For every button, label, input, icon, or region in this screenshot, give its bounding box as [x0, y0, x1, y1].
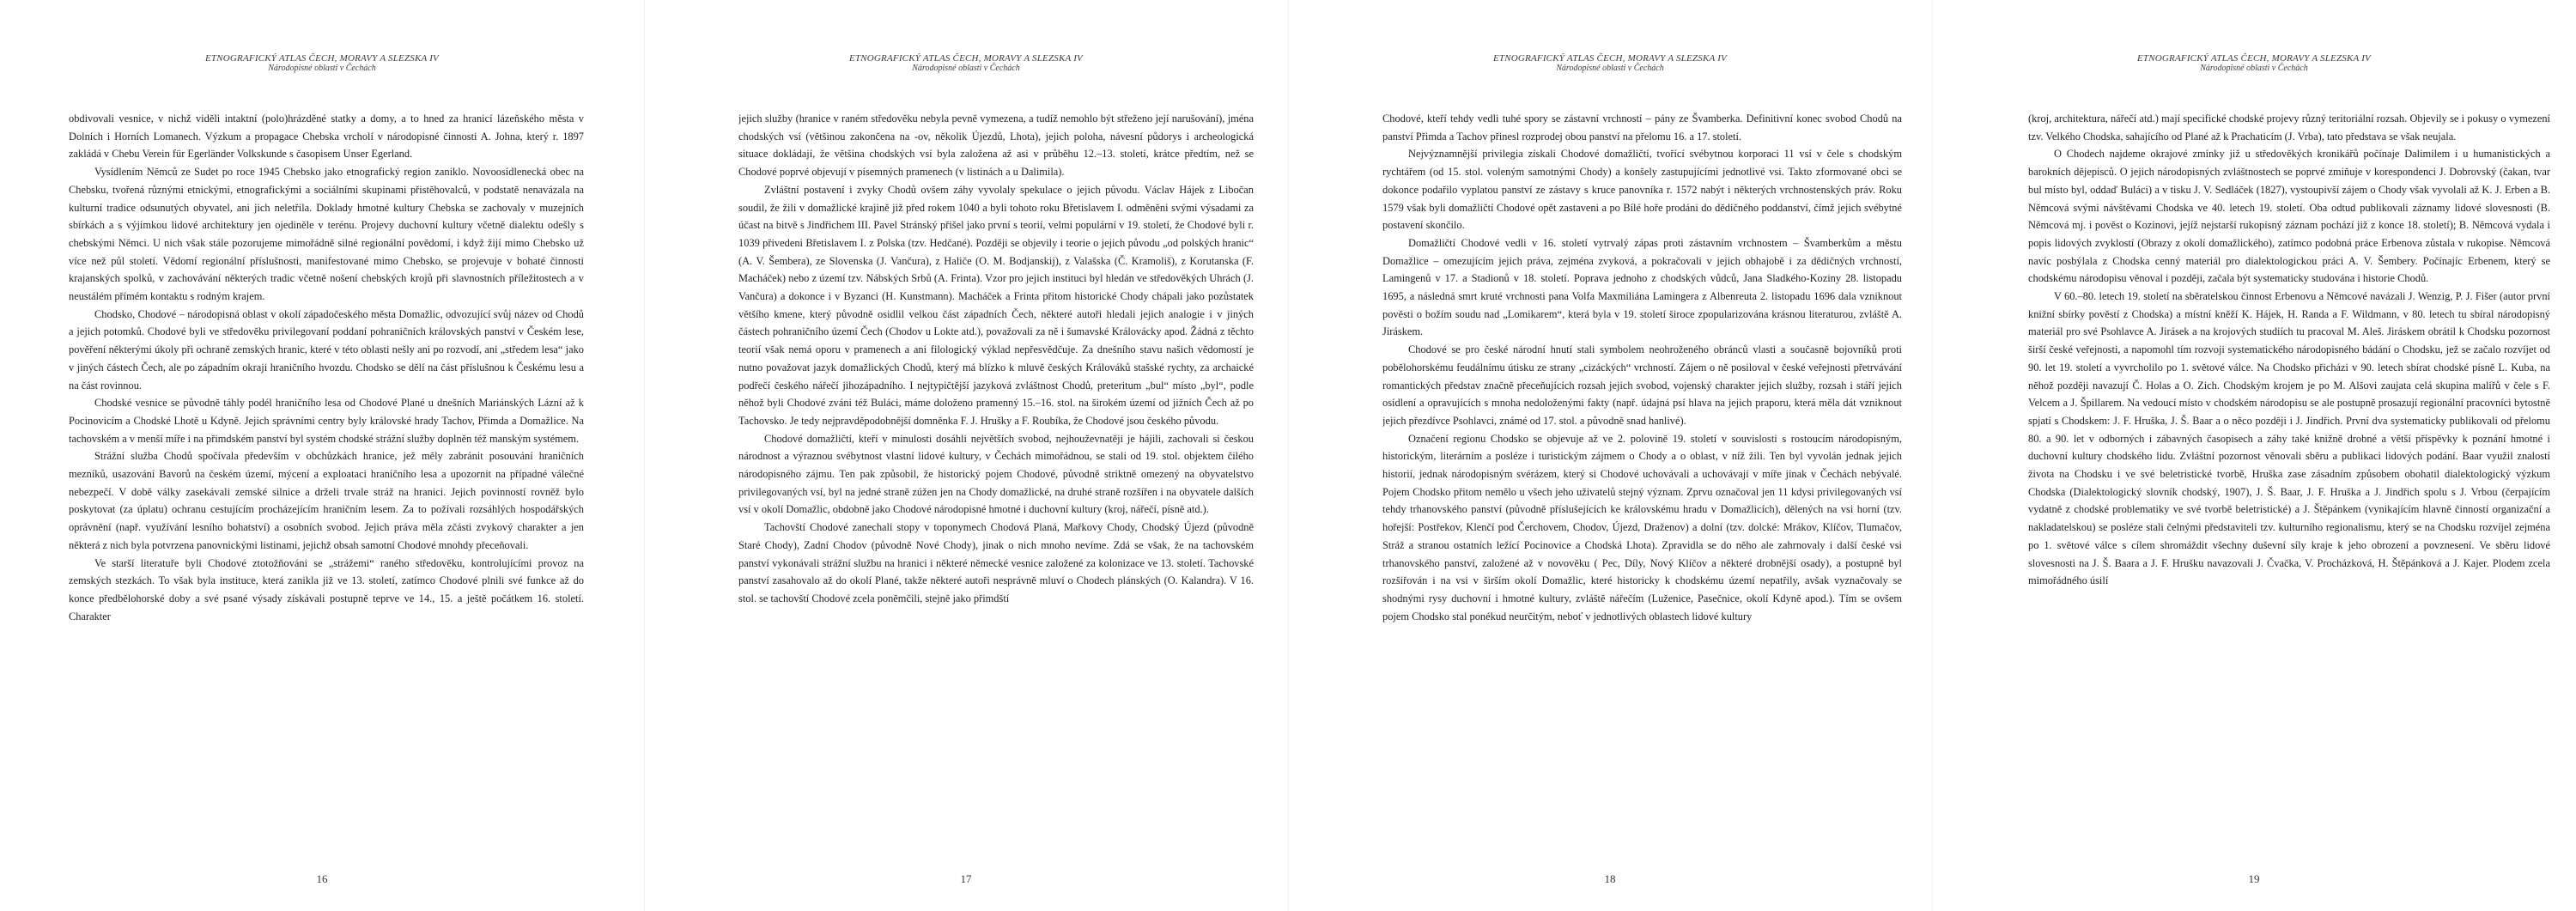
header-subtitle: Národopisné oblasti v Čechách — [1556, 64, 1664, 73]
paragraph: Chodové domažličtí, kteří v minulosti dosáhli největších svobod, nejhouževnatěji je hájili, zachovali si českou národnost a výraznou svébytnost vlastní lidové kultury, v Čechách mimořádnou, se stali od 19. stol. objektem čilého národopisného zájmu. Ten pak způsobil, že historický pojem Chodové, původně striktně omezený na obyvatelstvo privilegovaných vsí, byl na jedné straně zúžen jen na Chody domažlické, na druhé straně rozšířen i na obyvatele dalších vsí v okolí Domažlic, obdobně jako Chodové národopisné hmotné i duchovní kultury (kroj, nářečí, písně atd.). — [738, 432, 1254, 516]
page-19 — [1932, 0, 2576, 911]
paragraph: Chodové se pro české národní hnutí stali symbolem neohroženého obránců vlasti a současně bojovníků proti pobělohorskému feudálnímu útisku ze strany „cizáckých“ vrchností. Zájem o ně posiloval v české veřejnosti přetrvávání romantických představ značně přeceňujících rozsah jejich svobod, vojenský charakter jejich služby, rozsah i stáří jejich osídlení a opravujících s mnoha nedoloženými fakty (např. údajná psí hlava na jejich praporu, která měla dát vzniknout jejich přezdívce Psohlavci, známé od 17. stol. a původně snad hanlivé). — [1382, 343, 1902, 427]
header-subtitle: Národopisné oblasti v Čechách — [268, 64, 376, 73]
page-number: 19 — [2248, 872, 2260, 885]
header-title: ETNOGRAFICKÝ ATLAS ČECH, MORAVY A SLEZSKA IV — [205, 53, 439, 64]
page-body — [69, 110, 584, 844]
running-header — [1932, 53, 2576, 74]
page-body — [1382, 110, 1902, 844]
page-number: 16 — [316, 872, 328, 885]
running-header — [1288, 53, 1932, 74]
paragraph: Ve starší literatuře byli Chodové ztotožňováni se „strážemi“ raného středověku, kontrolujícími provoz na zemských stezkách. To však byla instituce, která zanikla již ve 13. století, zatímco Chodové plnili své funkce až do konce předbělohorské doby a své psané výsady získávali postupně teprve ve 14., 15. a ještě počátkem 16. století. Charakter — [69, 556, 584, 623]
page-body — [2028, 110, 2550, 844]
page-16 — [0, 0, 644, 911]
header-subtitle: Národopisné oblasti v Čechách — [912, 64, 1020, 73]
paragraph: jejich služby (hranice v raném středověku nebyla pevně vymezena, a tudíž nemohlo být střeženo její narušování), jména chodských vsí (většinou zakončena na -ov, několik Újezdů, Lhota), jejich poloha, návesní půdorys i archeologická situace dokládají, že většina chodských vsí byla založena až asi v průběhu 12.–13. století, krátce předtím, než se Chodové poprvé objevují v písemných pramenech (v listinách a u Dalimila). — [738, 112, 1254, 179]
paragraph: Chodové, kteří tehdy vedli tuhé spory se zástavní vrchností – pány ze Švamberka. Definitivní konec svobod Chodů na panství Přimda a Tachov přinesl rozprodej obou panství na přelomu 16. a 17. století. — [1382, 112, 1902, 143]
paragraph: Chodsko, Chodové – národopisná oblast v okolí západočeského města Domažlic, odvozující svůj název od Chodů a jejich potomků. Chodové byli ve středověku privilegovaní poddaní pohraničních královských panství v Českém lese, pověření některými úkoly při ochraně zemských hranic, které v této oblasti nešly ani po rozvodí, ani „středem lesa“ jako v jiných částech Čech, ale po západním okraji hraničního hvozdu. Chodsko se dělí na část příslušnou k Českému lesu a na část rovinnou. — [69, 307, 584, 392]
paragraph: (kroj, architektura, nářečí atd.) mají specifické chodské projevy různý teritoriální rozsah. Objevily se i pokusy o vymezení tzv. Velkého Chodska, sahajícího od Plané až k Prachaticím (J. Vrba), tato představa se však neujala. — [2028, 112, 2550, 143]
paragraph: Strážní služba Chodů spočívala především v obchůzkách hranice, jež měly zabránit posouvání hraničních mezníků, usazování Bavorů na českém území, mýcení a exploataci hraničního lesa a upozornit na případné válečné nebezpečí. V době války zasekávali zemské silnice a drželi trvale stráž na hranici. Jejich povinností rovněž bylo poskytovat (za úplatu) ochranu cestujícím procházejícím hraničním lesem. Za to požívali rozsáhlých hospodářských oprávnění (např. využívání lesního bohatství) a osobních svobod. Jejich práva měla zčásti zvykový charakter a jen některá z nich byla potvrzena panovnickými listinami, jejichž obsah samotní Chodové mnohdy přeceňovali. — [69, 450, 584, 551]
page-17 — [644, 0, 1288, 911]
paragraph: O Chodech najdeme okrajové zmínky již u středověkých kronikářů počínaje Dalimilem i u humanistických a barokních dějepisců. O jejich národopisných zvláštnostech se poprvé zmiňuje v korespondenci J. Dobrovský (čakan, tvar bul místo byl, oddaď Buláci) a v tisku J. V. Sedláček (1827), vystoupivší zájem o Chody však vyvolali až K. J. Erben a B. Němcová svými návštěvami Chodska ve 40. letech 19. století. Oba odtud publikovali záznamy lidové slovesnosti (B. Němcová mj. i pověst o Kozinovi, jejíž nejstarší rukopisný záznam pochází již z konce 18. století); B. Němcová vydala i popis lidových zvyklostí (Obrazy z okolí domažlického), zatímco podobná práce Erbenova zůstala v rukopise. Němcová navíc posbýlala z Chodska cenný materiál pro dialektologickou práci A. V. Šembery. Počínajíc Erbenem, který se chodskému národopisu věnoval i později, začala být systematicky studována i historie Chodů. — [2028, 148, 2550, 285]
header-title: ETNOGRAFICKÝ ATLAS ČECH, MORAVY A SLEZSKA IV — [2137, 53, 2371, 64]
paragraph: Tachovští Chodové zanechali stopy v toponymech Chodová Planá, Mařkovy Chody, Chodský Újezd (původně Staré Chody), Zadní Chodov (původně Nové Chody), jinak o nich mnoho nevíme. Zdá se však, že na tachovském panství vykonávali strážní službu na hranici i některé německé vesnice založené za kolonizace ve 13. století. Tachovské panství zasahovalo až do okolí Plané, takže některé autoři nesprávně mluví o Chodech plánských (O. Kalandra). V 16. stol. se tachovští Chodové zcela poněmčili, stejně jako přimdští — [738, 521, 1254, 604]
paragraph: V 60.–80. letech 19. století na sběratelskou činnost Erbenovu a Němcové navázali J. Wenzig, P. J. Fišer (autor první knižní sbírky pověstí z Chodska) a místní kněží K. Hájek, H. Randa a F. Wildmann, v 80. letech tu sbíral národopisný materiál pro své Psohlavce A. Jirásek a na krojových studiích tu pracoval M. Aleš. Jiráskem obrátil k Chodsku pozornost širší české veřejnosti, a napomohl tím rozvoji systematického národopisného bádání o Chodsku, jež se začalo rozvíjet od 90. let 19. století a vyvrcholilo po 1. světové válce. Na Chodsko přicházi v 90. letech sbírat chodské písně L. Kuba, na něhož později navazují Č. Holas a O. Zich. Chodským krojem je po M. Alšovi zaujata celá skupina malířů v čele s F. Velcem a J. Špillarem. Na vedoucí místo v chodském národopisu se ale postupně prosazují regionální pracovníci bytostně spjatí s Chodskem: J. F. Hruška, J. Š. Baar a o něco později i J. Jindřich. První dva systematicky publikovali od přelomu 80. a 90. let v odborných i zábavných časopisech a záhy také knižně drobné a větší příspěvky k poznání hmotné i duchovní kultury chodského lidu. Zvláštní pozornost věnovali sběru a publikaci lidových podání. Baar využil znalostí života na Chodsku i ve své beletristické tvorbě, Hruška zase zásadním způsobem obohatil dialektologický výzkum Chodska (Dialektologický slovník chodský, 1907), J. Š. Baar, J. F. Hruška a J. Jindřich spolu s J. Vrbou (čerpajícím vydatně z chodské problematiky ve své tvorbě beletristické) a J. Štěpánkem (vynikajícím hlavně činností organizační a nakladatelskou) se posléze stali čelnými představiteli tzv. kulturního regionalismu, který se na Chodsku rozvíjel zejména po 1. světové válce s cílem shromáždit všechny duševní síly kraje k jeho obrození a povznesení. Ve sběru lidové slovesnosti na J. Š. Baara a J. F. Hrušku navazovali J. Čvačka, V. Procházková, H. Štěpánková a J. Kajer. Plodem zcela mimořádného úsilí — [2028, 290, 2550, 587]
paragraph: obdivovali vesnice, v nichž viděli intaktní (polo)hrázděné statky a domy, a to hned za hranicí lázeňského města v Dolních i Horních Lomanech. Výzkum a propagace Chebska vrcholí v národopisné činnosti A. Johna, který r. 1897 zakládá v Chebu Verein für Egerländer Volkskunde s časopisem Unser Egerland. — [69, 112, 584, 161]
running-header — [644, 53, 1288, 74]
paragraph: Označení regionu Chodsko se objevuje až ve 2. polovině 19. století v souvislosti s rostoucím národopisným, historickým, literárním a posléze i turistickým zájmem o Chody a o oblast, v níž žili. Ten byl vyvolán jednak jejich historií, jednak národopisným svérázem, který si Chodové uchovávali a uchovávají v míře jinak v Čechách nebývalé. Pojem Chodsko přitom nemělo u všech jeho uživatelů stejný význam. Zprvu označoval jen 11 kdysi privilegovaných vsí tehdy trhanovského panství (původně příslušejících ke královskému hradu v Domažlicích), dělených na vsi horní (tzv. hořejší: Postřekov, Klenčí pod Čerchovem, Chodov, Újezd, Draženov) a dolní (tzv. dolcké: Mrákov, Klíčov, Tlumačov, Stráž a stranou ostatních ležící Pocinovice a Chodská Lhota). Zpravidla se do něho ale zahrnovaly i další české vsi trhanovského panství, založené až v novověku ( Pec, Díly, Nový Klíčov a některé drobnější osady), a postupně byl rozšiřován i na vsi v širším okolí Domažlic, které historicky k chodskému území nepatřily, avšak vyznačovaly se shodnými rysy duchovní i hmotné kultury, zvláště nářečím (Luženice, Pasečnice, okolí Kdyně apod.). Tím se ovšem pojem Chodsko stal ponékud neurčitým, neboť v jednotlivých oblastech lidové kultury — [1382, 432, 1902, 623]
header-title: ETNOGRAFICKÝ ATLAS ČECH, MORAVY A SLEZSKA IV — [849, 53, 1083, 64]
page-number: 18 — [1604, 872, 1616, 885]
paragraph: Zvláštní postavení i zvyky Chodů ovšem záhy vyvolaly spekulace o jejich původu. Václav Hájek z Libočan soudil, že žili v domažlické krajině již před rokem 1040 a byli tohoto roku Břetislavem I. odměněni svými výsadami za účast na bitvě s Jindřichem III. Pavel Stránský přišel jako první s teorií, velmi populární v 19. století, že Chodové byli r. 1039 přivedeni Břetislavem I. z Polska (tzv. Hedčané). Později se objevily i teorie o jejich původu „od polských hranic“ (A. V. Šembera), ze Slovenska (J. Vančura), z Haliče (O. M. Bodjanskij), z Valašska (Č. Kramoliš), z Korutanska (F. Macháček) nebo z území tzv. Nábských Srbů (A. Frinta). Vzor pro jejich instituci byl hledán ve středověkých Uhrách (J. Vančura) a dokonce i v Byzanci (H. Kunstmann). Macháček a Frinta přitom historické Chody chápali jako pozůstatek většího kmene, který původně osidlil velkou část západních Čech, některé autoři hledali jejich analogie i v jiných částech pohraničního území Čech (Chodov u Lokte atd.), považovali za ně i šumavské Královácky apod. Žádná z těchto teorií však nemá oporu v pramenech a ani filologický výklad nepřesvědčuje. Za dnešního stavu našich vědomostí je nutno považovat jazyk domažlických Chodů, který má blízko k mluvě českých Králováků stašské rychty, za archaické podřečí českého nářečí jihozápadního. I nejtypičtější jazyková zvláštnost Chodů, preteritum „bul“ místo „byl“, podle něhož byli Chodové zváni též Buláci, máme doloženo pramenný 15.–16. stol. na širokém území od jižních Čech až po Tachovsko. Je tedy nejpravděpodobnější domněnka F. J. Hrušky a F. Roubíka, že Chodové jsou českého původu. — [738, 183, 1254, 427]
page-divider — [1932, 0, 1933, 911]
header-subtitle: Národopisné oblasti v Čechách — [2200, 64, 2308, 73]
header-title: ETNOGRAFICKÝ ATLAS ČECH, MORAVY A SLEZSKA IV — [1493, 53, 1727, 64]
page-body — [738, 110, 1254, 844]
paragraph: Domažličtí Chodové vedli v 16. století vytrvalý zápas proti zástavním vrchnostem – Švamberkům a městu Domažlice – omezujícím jejich práva, zejména zvyková, a pokračovali v jejich obhajobě i za dědičných vrchností, Lamingenů v 17. a Stadionů v 18. století. Poprava jednoho z chodských vůdců, Jana Sladkého-Koziny 28. listopadu 1695, a následná smrt kruté vrchnosti pana Volfa Maxmiliána Lamingera z Albenreuta 2. listopadu 1696 dala vzniknout pověsti o božím soudu nad „Lomikarem“, která byla v 19. století široce zpopularizována krásnou literaturou, zvláště A. Jiráskem. — [1382, 236, 1902, 338]
page-18 — [1288, 0, 1932, 911]
paragraph: Vysídlením Němců ze Sudet po roce 1945 Chebsko jako etnografický region zaniklo. Novoosídlenecká obec na Chebsku, tvořená různými etnickými, etnografickými a sociálními skupinami přistěhovalců, v podstatě nenavázala na kulturní tradice odsunutých obyvatel, ani jich neletřila. Doklady hmotné kultury Chebska se zachovaly v muzejních sbírkách a s výjimkou lidové architektury jen ojediněle v terénu. Projevy duchovní kultury včetně dialektu odešly s chebskými Němci. U nich však stále pozorujeme mimořádně silné regionální povědomí, i když žijí mimo Chebsko už více než půl století. Vědomí regionální příslušnosti, manifestované mimo Chebsko, se projevuje v bohaté činnosti krajanských spolků, v zachovávání některých tradic včetně nošení chebských krojů při slavnostních příležitostech a v neustálém přímém kontaktu s rodným krajem. — [69, 166, 584, 303]
page-number: 17 — [960, 872, 972, 885]
page-divider — [644, 0, 645, 911]
page-divider — [1288, 0, 1289, 911]
running-header — [0, 53, 644, 74]
paragraph: Nejvýznamnější privilegia získali Chodové domažličtí, tvořící svébytnou korporaci 11 vsí v čele s chodským rychtářem (od 15. stol. voleným samotnými Chody) a konšely zastupujícími jednotlivé vsi. Takto zformované obci se dokonce podařilo vyplatou panství ze zástavy s kruce panovníka r. 1572 nabýt i některých vrchnostenských práv. Roku 1579 však byli domažličtí Chodové opět zastaveni a po Bílé hoře prodáni do dědičného poddanství, čímž jejich svébytné postavení skončilo. — [1382, 148, 1902, 232]
paragraph: Chodské vesnice se původně táhly podél hraničního lesa od Chodové Plané u dnešních Mariánských Lázní až k Pocinovicím a Chodské Lhotě u Kdyně. Jejich správními centry byly královské hrady Tachov, Přimda a Domažlice. Na tachovském a v menší míře i na přimdském panství byl systém chodské strážní služby doplněn též manským systémem. — [69, 397, 584, 445]
